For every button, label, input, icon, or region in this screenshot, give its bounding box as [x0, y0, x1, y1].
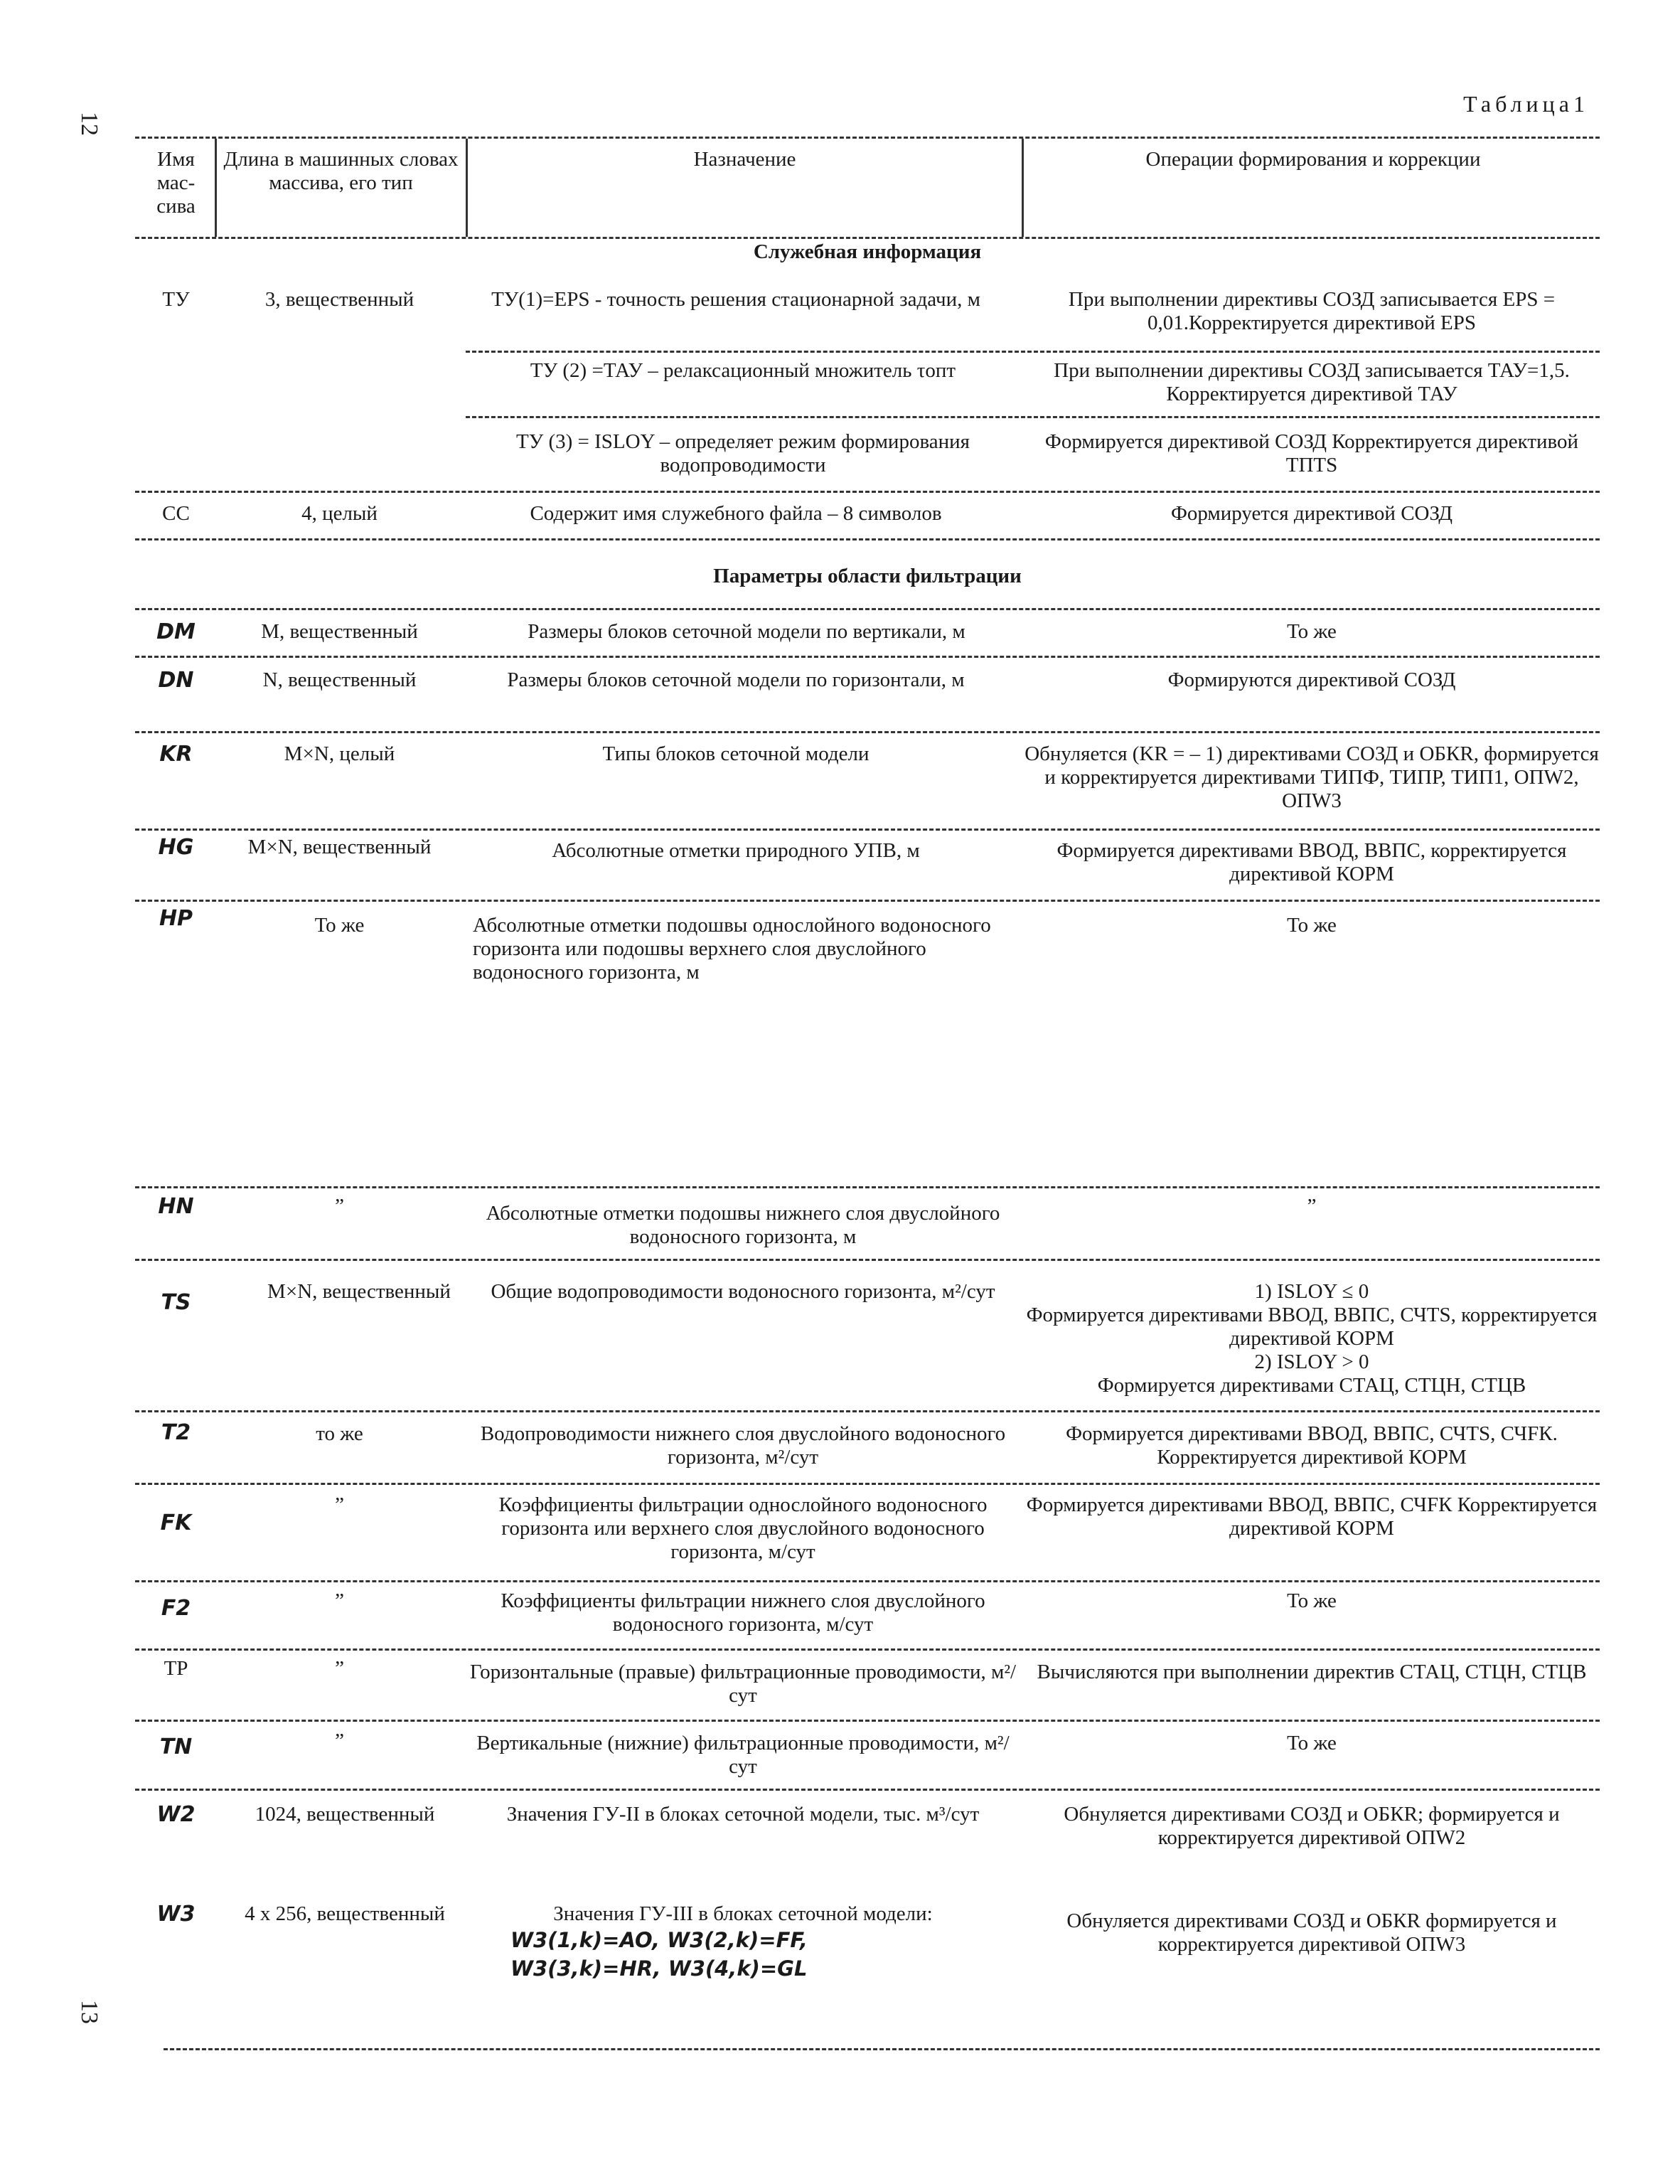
row-w3-operations: Обнуляется директивами СОЗД и ОБКR формируется и корректируется директивой ОПW3 — [1066, 1909, 1557, 1956]
rule — [135, 237, 1600, 239]
row-tu-operations-2: При выполнении директивы СОЗД записывается ТАУ=1,5. Корректируется директивой ТАУ — [1054, 359, 1570, 405]
row-fk-name: FK — [160, 1511, 192, 1535]
page-number-bottom: 13 — [76, 2000, 102, 2024]
row-tu-purpose-1: ТУ(1)=EPS - точность решения стационарной задачи, м — [491, 288, 980, 311]
row-dm-name: DM — [156, 619, 196, 644]
rule — [135, 1789, 1600, 1791]
rule — [466, 351, 1600, 353]
section-filtration: Параметры области фильтрации — [713, 565, 1022, 587]
row-w3-length: 4 x 256, вещественный — [245, 1902, 445, 1925]
row-ts-op-2: Формируется директивами ВВОД, ВВПС, СЧТS, корректируется директивой КОРМ — [1026, 1304, 1598, 1350]
column-divider — [1022, 139, 1024, 237]
row-f2-purpose: Коэффициенты фильтрации нижнего слоя двуслойного водоносного горизонта, м/сут — [501, 1589, 985, 1636]
rule — [135, 900, 1600, 902]
row-cc-name: СС — [162, 502, 190, 525]
rule — [135, 608, 1600, 610]
rule — [164, 2048, 1600, 2050]
row-tp-operations: Вычисляются при выполнении директив СТАЦ, СТЦН, СТЦВ — [1037, 1661, 1587, 1683]
row-dn-purpose: Размеры блоков сеточной модели по горизонтали, м — [507, 668, 965, 691]
column-divider — [466, 139, 468, 237]
row-ts-name: TS — [161, 1290, 191, 1315]
row-f2-operations: То же — [1287, 1589, 1337, 1612]
row-t2-name: T2 — [161, 1420, 191, 1445]
row-t2-operations: Формируется директивами ВВОД, ВВПС, СЧТS, СЧFК. Корректируется директивой КОРМ — [1066, 1422, 1558, 1469]
rule — [135, 731, 1600, 733]
row-kr-name: KR — [159, 742, 193, 767]
row-tn-length: ” — [335, 1730, 344, 1752]
row-w3-purpose-3: W3(3,k)=HR, W3(4,k)=GL — [510, 1956, 808, 1981]
row-ts-purpose: Общие водопроводимости водоносного горизонта, м²/сут — [491, 1280, 995, 1303]
row-tn-operations: То же — [1287, 1732, 1337, 1754]
row-tp-name: TP — [164, 1657, 188, 1680]
row-w3-purpose-2: W3(1,k)=AO, W3(2,k)=FF, — [510, 1928, 808, 1952]
row-dn-name: DN — [158, 668, 194, 693]
row-cc-length: 4, целый — [301, 502, 378, 525]
row-fk-purpose: Коэффициенты фильтрации однослойного водоносного горизонта или верхнего слоя двуслойного водоносного горизонта, м/сут — [498, 1493, 988, 1563]
row-hp-name: HP — [159, 906, 193, 931]
row-hg-name: HG — [158, 835, 194, 860]
row-ts-length: M×N, вещественный — [267, 1280, 451, 1303]
section-service: Служебная информация — [753, 240, 982, 263]
row-hn-name: HN — [158, 1194, 194, 1219]
rule — [135, 1186, 1600, 1188]
rule — [135, 656, 1600, 658]
header-operations: Операции формирования и коррекции — [1145, 148, 1481, 171]
row-hn-purpose: Абсолютные отметки подошвы нижнего слоя двуслойного водоносного горизонта, м — [486, 1202, 1000, 1248]
row-tu-purpose-3: ТУ (3) = ISLOY – определяет режим формирования водопроводимости — [515, 430, 970, 476]
row-t2-purpose: Водопроводимости нижнего слоя двуслойного водоносного горизонта, м²/сут — [480, 1422, 1006, 1469]
row-tn-purpose: Вертикальные (нижние) фильтрационные проводимости, м²/сут — [476, 1732, 1010, 1778]
row-tu-name: ТУ — [162, 288, 190, 311]
row-fk-operations: Формируется директивами ВВОД, ВВПС, СЧFК Корректируется директивой КОРМ — [1026, 1493, 1598, 1540]
rule — [135, 491, 1600, 493]
row-w3-purpose-1: Значения ГУ-III в блоках сеточной модели: — [553, 1902, 933, 1925]
row-dm-length: M, вещественный — [261, 620, 418, 643]
row-hp-purpose: Абсолютные отметки подошвы однослойного водоносного горизонта или подошвы верхнего слоя двуслойного водоносного горизонта, м — [473, 914, 991, 984]
row-tu-operations-1: При выполнении директивы СОЗД записывается EPS = 0,01.Корректируется директивой EPS — [1068, 288, 1556, 334]
row-tu-length: 3, вещественный — [264, 288, 414, 311]
row-w2-length: 1024, вещественный — [255, 1803, 435, 1826]
header-length: Длина в машинных словах массива, его тип — [223, 148, 459, 194]
row-ts-op-1: 1) ISLOY ≤ 0 — [1254, 1280, 1369, 1303]
row-w2-operations: Обнуляется директивами СОЗД и ОБКR; формируется и корректируется директивой ОПW2 — [1064, 1803, 1560, 1849]
header-purpose: Назначение — [693, 148, 796, 171]
row-kr-purpose: Типы блоков сеточной модели — [602, 742, 870, 765]
row-w2-purpose: Значения ГУ-II в блоках сеточной модели, тыс. м³/сут — [506, 1803, 980, 1826]
rule — [135, 538, 1600, 540]
row-tn-name: TN — [159, 1735, 193, 1759]
row-hg-length: M×N, вещественный — [247, 836, 432, 858]
row-tp-purpose: Горизонтальные (правые) фильтрационные проводимости, м²/сут — [469, 1661, 1017, 1707]
rule — [135, 829, 1600, 831]
row-cc-operations: Формируется директивой СОЗД — [1170, 502, 1453, 525]
row-ts-op-4: Формируется директивами СТАЦ, СТЦН, СТЦВ — [1097, 1374, 1526, 1397]
rule — [135, 1580, 1600, 1582]
row-hn-length: ” — [335, 1195, 344, 1218]
row-fk-length: ” — [335, 1493, 344, 1516]
page-number-top: 12 — [76, 112, 102, 136]
row-hg-purpose: Абсолютные отметки природного УПВ, м — [552, 839, 920, 862]
rule — [135, 1259, 1600, 1261]
row-kr-length: M×N, целый — [284, 742, 395, 765]
column-divider — [215, 139, 217, 237]
row-dn-operations: Формируются директивой СОЗД — [1167, 668, 1456, 691]
row-w3-name: W3 — [156, 1902, 196, 1927]
row-f2-name: F2 — [161, 1596, 191, 1621]
rule — [135, 1410, 1600, 1412]
row-w2-name: W2 — [156, 1802, 196, 1827]
rule — [135, 1720, 1600, 1722]
row-tu-purpose-2: ТУ (2) =ТАУ – релаксационный множитель τопт — [530, 359, 956, 382]
row-dm-purpose: Размеры блоков сеточной модели по вертикали, м — [528, 620, 965, 643]
row-dn-length: N, вещественный — [262, 668, 417, 691]
row-hp-length: То же — [314, 914, 365, 937]
row-hg-operations: Формируется директивами ВВОД, ВВПС, корректируется директивой КОРМ — [1056, 839, 1567, 885]
rule — [466, 416, 1600, 418]
row-t2-length: то же — [316, 1422, 363, 1445]
row-f2-length: ” — [335, 1589, 344, 1612]
row-kr-operations: Обнуляется (KR = – 1) директивами СОЗД и ОБКR, формируется и корректируется директивами ТИПФ, ТИПР, ТИП1, ОПW2, ОПW3 — [1024, 742, 1599, 812]
table-caption: Таблица1 — [1463, 91, 1589, 117]
row-hn-operations: ” — [1307, 1195, 1317, 1218]
rule — [135, 1648, 1600, 1651]
row-tu-operations-3: Формируется директивой СОЗД Корректируется директивой ТПTS — [1044, 430, 1579, 476]
row-dm-operations: То же — [1287, 620, 1337, 643]
row-tp-length: ” — [335, 1657, 344, 1680]
row-hp-operations: То же — [1287, 914, 1337, 937]
row-cc-purpose: Содержит имя служебного файла – 8 символов — [530, 502, 942, 525]
rule — [135, 137, 1600, 139]
rule — [135, 1483, 1600, 1485]
row-ts-op-3: 2) ISLOY > 0 — [1254, 1351, 1369, 1373]
header-name: Имя мас- сива — [156, 148, 196, 218]
